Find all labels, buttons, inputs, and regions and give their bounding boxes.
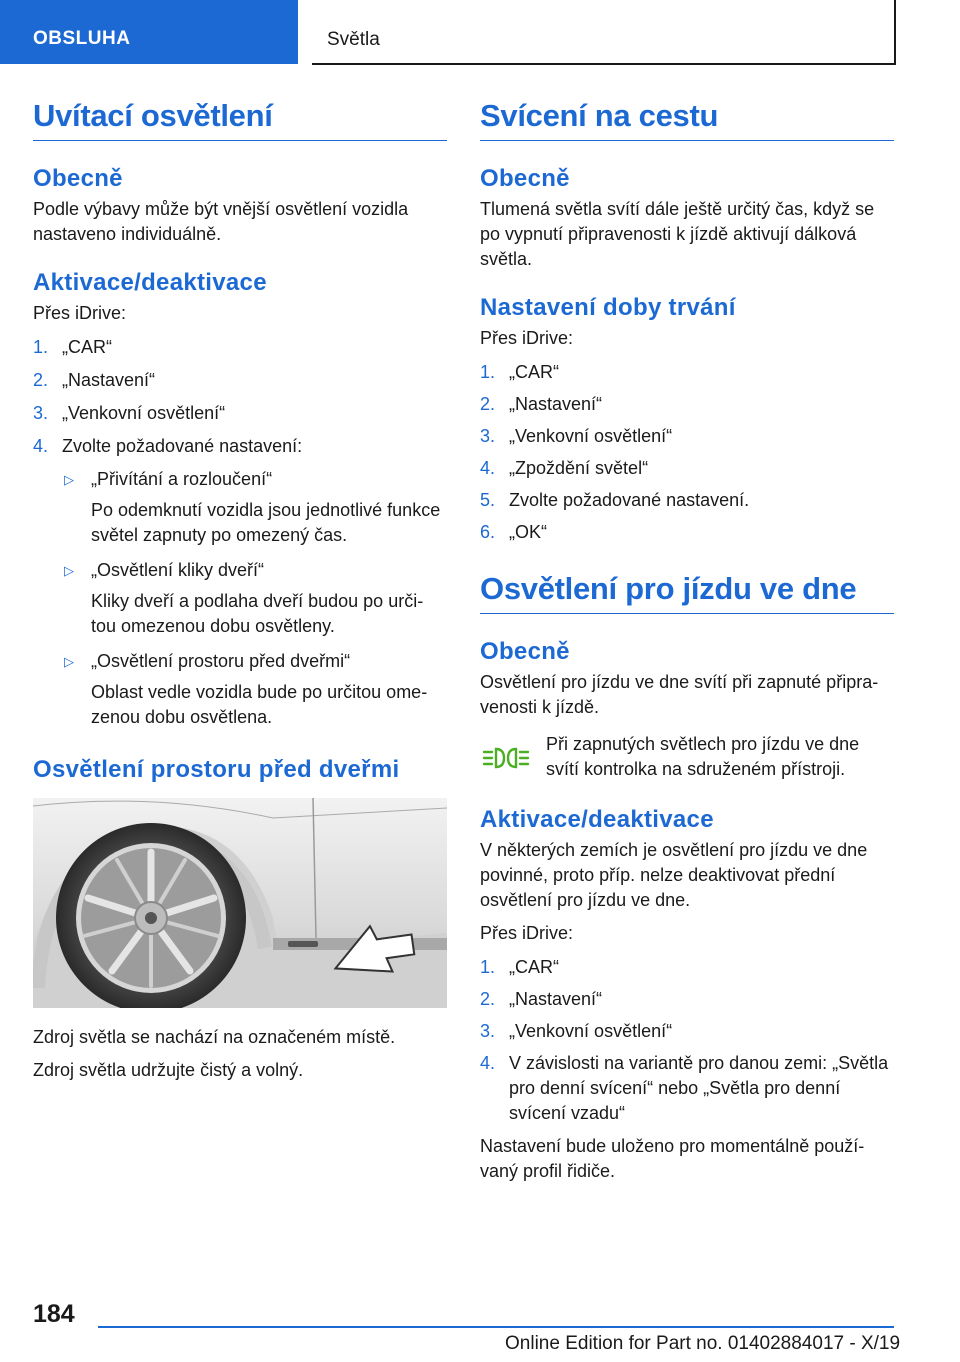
list-item: 4. „Zpoždění světel“: [480, 458, 649, 478]
right-column: [480, 98, 894, 1184]
section-tab: [0, 0, 298, 64]
option-desc: Oblast vedle vozidla bude po určitou ome-zenou dobu osvětlena.: [91, 682, 428, 727]
option-desc: Kliky dveří a podlaha dveří budou po urči-tou omezenou dobu osvětleny.: [91, 591, 424, 636]
list-item: 1. „CAR“: [480, 957, 559, 977]
list-item: 6. „OK“: [480, 522, 547, 542]
list-item: 4. Zvolte požadované nastavení:: [33, 436, 303, 456]
option-desc: Po odemknutí vozidla jsou jednotlivé funkce světel zapnuty po omezený čas.: [91, 500, 441, 545]
car-door-photo: [33, 798, 447, 1008]
chapter-header: [312, 0, 896, 65]
triangle-bullet-icon: ▷: [64, 472, 74, 487]
via-idrive-text: Přes iDrive:: [480, 328, 574, 348]
list-item: 5. Zvolte požadované nastavení.: [480, 490, 750, 510]
drl-note: Při zapnutých světlech pro jízdu ve dne svítí kontrolka na sdruženém přístroji.: [480, 732, 894, 782]
list-item: 2. „Nastavení“: [33, 370, 156, 390]
via-idrive-text: Přes iDrive:: [33, 303, 127, 323]
door-text-1: Zdroj světla se nachází na označeném místě.: [33, 1027, 396, 1047]
chapter-label: Světla: [327, 29, 380, 50]
drl-footer-text: Nastavení bude uloženo pro momentálně použí-vaný profil řidiče.: [480, 1136, 865, 1181]
daytime-lights-title: Osvětlení pro jízdu ve dne: [480, 571, 894, 614]
list-item: 1. „CAR“: [33, 337, 112, 357]
footer-divider: [98, 1326, 894, 1328]
welcome-light-title: Uvítací osvětlení: [33, 98, 447, 141]
daytime-light-indicator-icon: [482, 744, 530, 772]
list-item: 2. „Nastavení“: [480, 394, 603, 414]
activation-heading: Aktivace/deaktivace: [33, 269, 267, 296]
general-heading: Obecně: [33, 165, 123, 192]
list-item: 3. „Venkovní osvětlení“: [480, 1021, 673, 1041]
drl-steps-list: [480, 955, 894, 1126]
list-item: 2. „Nastavení“: [480, 989, 603, 1009]
page-number: 184: [33, 1300, 75, 1328]
section-label: OBSLUHA: [33, 28, 131, 49]
list-item: 3. „Venkovní osvětlení“: [480, 426, 673, 446]
triangle-bullet-icon: ▷: [64, 563, 74, 578]
duration-heading: Nastavení doby trvání: [480, 294, 736, 321]
option-item: ▷ „Přivítání a rozloučení“: [33, 467, 447, 492]
door-area-heading: Osvětlení prostoru před dveřmi: [33, 756, 400, 783]
general-text: Tlumená světla svítí dále ještě určitý čas, když se po vypnutí připravenosti k jízdě aktivují dálková světla.: [480, 199, 875, 269]
drl-activation-heading: Aktivace/deaktivace: [480, 806, 714, 833]
drl-general-heading: Obecně: [480, 638, 570, 665]
steps-list: [33, 335, 447, 459]
drl-via-idrive-text: Přes iDrive:: [480, 923, 574, 943]
list-item: 4. V závislosti na variantě pro danou zemi: „Světla pro denní svícení“ nebo „Světla pro denní svícení vzadu“: [480, 1053, 889, 1123]
left-column: [33, 98, 447, 1083]
triangle-bullet-icon: ▷: [64, 654, 74, 669]
option-item: ▷ „Osvětlení kliky dveří“: [33, 558, 447, 583]
list-item: 1. „CAR“: [480, 362, 559, 382]
list-item: 3. „Venkovní osvětlení“: [33, 403, 226, 423]
general-heading: Obecně: [480, 165, 570, 192]
follow-me-title: Svícení na cestu: [480, 98, 894, 141]
drl-activation-text: V některých zemích je osvětlení pro jízdu ve dne povinné, proto příp. nelze deaktivovat přední osvětlení pro jízdu ve dne.: [480, 840, 868, 910]
door-text-2: Zdroj světla udržujte čistý a volný.: [33, 1060, 304, 1080]
steps-list: [480, 360, 894, 545]
general-text: Podle výbavy může být vnější osvětlení vozidla nastaveno individuálně.: [33, 199, 409, 244]
option-item: ▷ „Osvětlení prostoru před dveřmi“: [33, 649, 447, 674]
edition-footer: Online Edition for Part no. 01402884017 - X/19: [505, 1333, 901, 1354]
drl-general-text: Osvětlení pro jízdu ve dne svítí při zapnuté připra-venosti k jízdě.: [480, 672, 879, 717]
